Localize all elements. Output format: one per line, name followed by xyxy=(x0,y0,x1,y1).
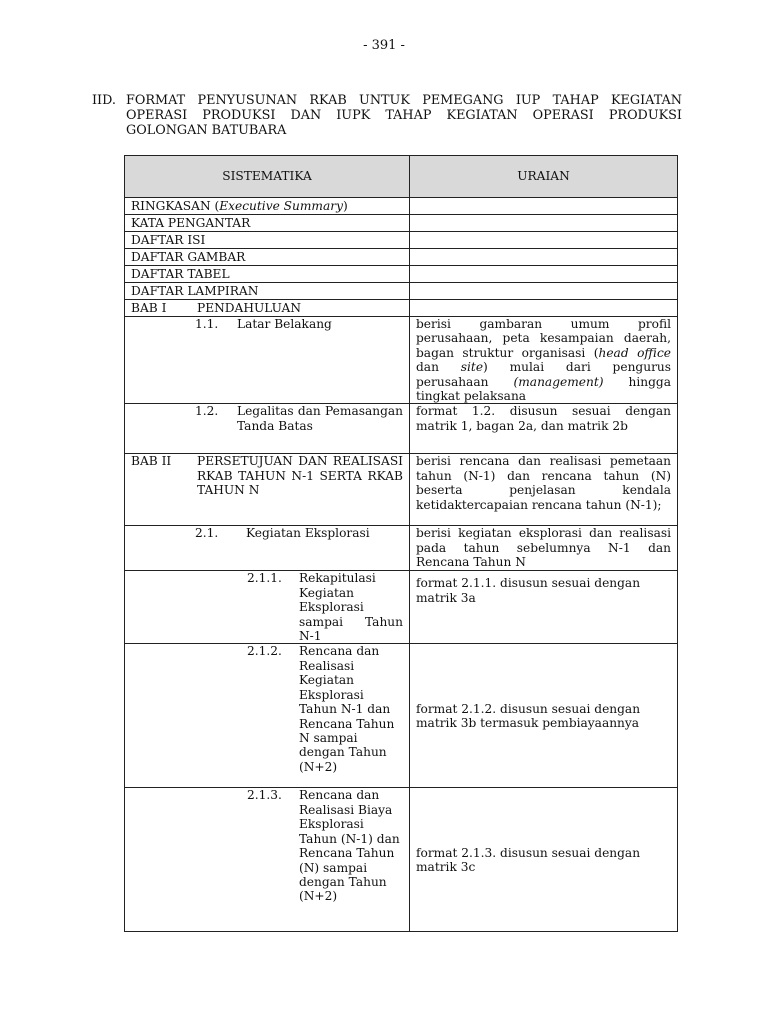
desc-2-1-3: format 2.1.3. disusun sesuai dengan matrik 3c xyxy=(410,788,678,932)
desc-bab-2: berisi rencana dan realisasi pemetaan tahun (N-1) dan rencana tahun (N) beserta penjelasan kendala ketidaktercapaian rencana tahun (N-1); xyxy=(410,454,678,526)
header-uraian: URAIAN xyxy=(410,156,678,198)
table-row xyxy=(125,198,678,215)
table-row xyxy=(125,300,678,317)
desc-2-1-1: format 2.1.1. disusun sesuai dengan matrik 3a xyxy=(410,571,678,644)
bab-title: PENDAHULUAN xyxy=(197,301,302,315)
desc-1-1: berisi gambaran umum profil perusahaan, peta kesampaian daerah, bagan struktur organisasi (head office dan site) mulai dari pengurus perusahaan (management) hingga tingkat pelaksana xyxy=(410,317,678,404)
bab-title: PERSETUJUAN DAN REALISASI RKAB TAHUN N-1 SERTA RKAB TAHUN N xyxy=(197,454,403,498)
row-2-1-3 xyxy=(125,788,410,932)
section-number: 2.1.2. xyxy=(247,644,282,659)
table-row xyxy=(125,266,678,283)
desc-2-1-2: format 2.1.2. disusun sesuai dengan matrik 3b termasuk pembiayaannya xyxy=(410,644,678,788)
table-row xyxy=(125,215,678,232)
row-1-1 xyxy=(125,317,410,404)
section-number: 2.1. xyxy=(195,526,219,541)
row-ringkasan: RINGKASAN (Executive Summary) xyxy=(125,198,410,215)
row-2-1-2 xyxy=(125,644,410,788)
table-row xyxy=(125,788,678,932)
section-name: Latar Belakang xyxy=(237,317,332,331)
page-number: - 391 - xyxy=(363,38,405,53)
section-name: Rencana dan Realisasi Biaya Eksplorasi Tahun (N-1) dan Rencana Tahun (N) sampai dengan Tahun (N+2) xyxy=(299,788,400,904)
section-number: 2.1.3. xyxy=(247,788,282,803)
table-row xyxy=(125,571,678,644)
section-number: 1.2. xyxy=(195,404,219,419)
row-daftar-lampiran: DAFTAR LAMPIRAN xyxy=(125,283,410,300)
section-title: FORMAT PENYUSUNAN RKAB UNTUK PEMEGANG IUP TAHAP KEGIATAN OPERASI PRODUKSI DAN IUPK TAHAP KEGIATAN OPERASI PRODUKSI GOLONGAN BATUBARA xyxy=(126,93,682,139)
row-kata-pengantar: KATA PENGANTAR xyxy=(125,215,410,232)
header-sistematika: SISTEMATIKA xyxy=(125,156,410,198)
section-number: 2.1.1. xyxy=(247,571,282,586)
row-daftar-isi: DAFTAR ISI xyxy=(125,232,410,249)
rkab-format-table xyxy=(124,155,678,932)
desc-1-2: format 1.2. disusun sesuai dengan matrik 1, bagan 2a, dan matrik 2b xyxy=(410,404,678,454)
row-daftar-gambar: DAFTAR GAMBAR xyxy=(125,249,410,266)
table-row xyxy=(125,232,678,249)
row-2-1 xyxy=(125,526,410,571)
row-bab-1 xyxy=(125,300,410,317)
table-header-row xyxy=(125,156,678,198)
row-daftar-tabel: DAFTAR TABEL xyxy=(125,266,410,283)
section-heading xyxy=(92,93,682,139)
row-bab-2 xyxy=(125,454,410,526)
table-row xyxy=(125,317,678,404)
bab-label: BAB II xyxy=(131,454,172,469)
bab-label: BAB I xyxy=(131,301,167,315)
row-1-2 xyxy=(125,404,410,454)
table-row xyxy=(125,454,678,526)
table-row xyxy=(125,249,678,266)
table-row xyxy=(125,404,678,454)
section-label: IID. xyxy=(92,93,116,108)
table-row xyxy=(125,644,678,788)
section-name: Legalitas dan Pemasangan Tanda Batas xyxy=(237,404,403,433)
section-name: Rencana dan Realisasi Kegiatan Eksplorasi Tahun N-1 dan Rencana Tahun N sampai dengan Tahun (N+2) xyxy=(299,644,395,774)
table-row xyxy=(125,283,678,300)
desc-2-1: berisi kegiatan eksplorasi dan realisasi pada tahun sebelumnya N-1 dan Rencana Tahun N xyxy=(410,526,678,571)
table-row xyxy=(125,526,678,571)
section-name: Kegiatan Eksplorasi xyxy=(246,526,370,541)
row-2-1-1 xyxy=(125,571,410,644)
section-number: 1.1. xyxy=(195,317,219,331)
section-name: Rekapitulasi Kegiatan Eksplorasi sampai Tahun N-1 xyxy=(299,571,403,644)
